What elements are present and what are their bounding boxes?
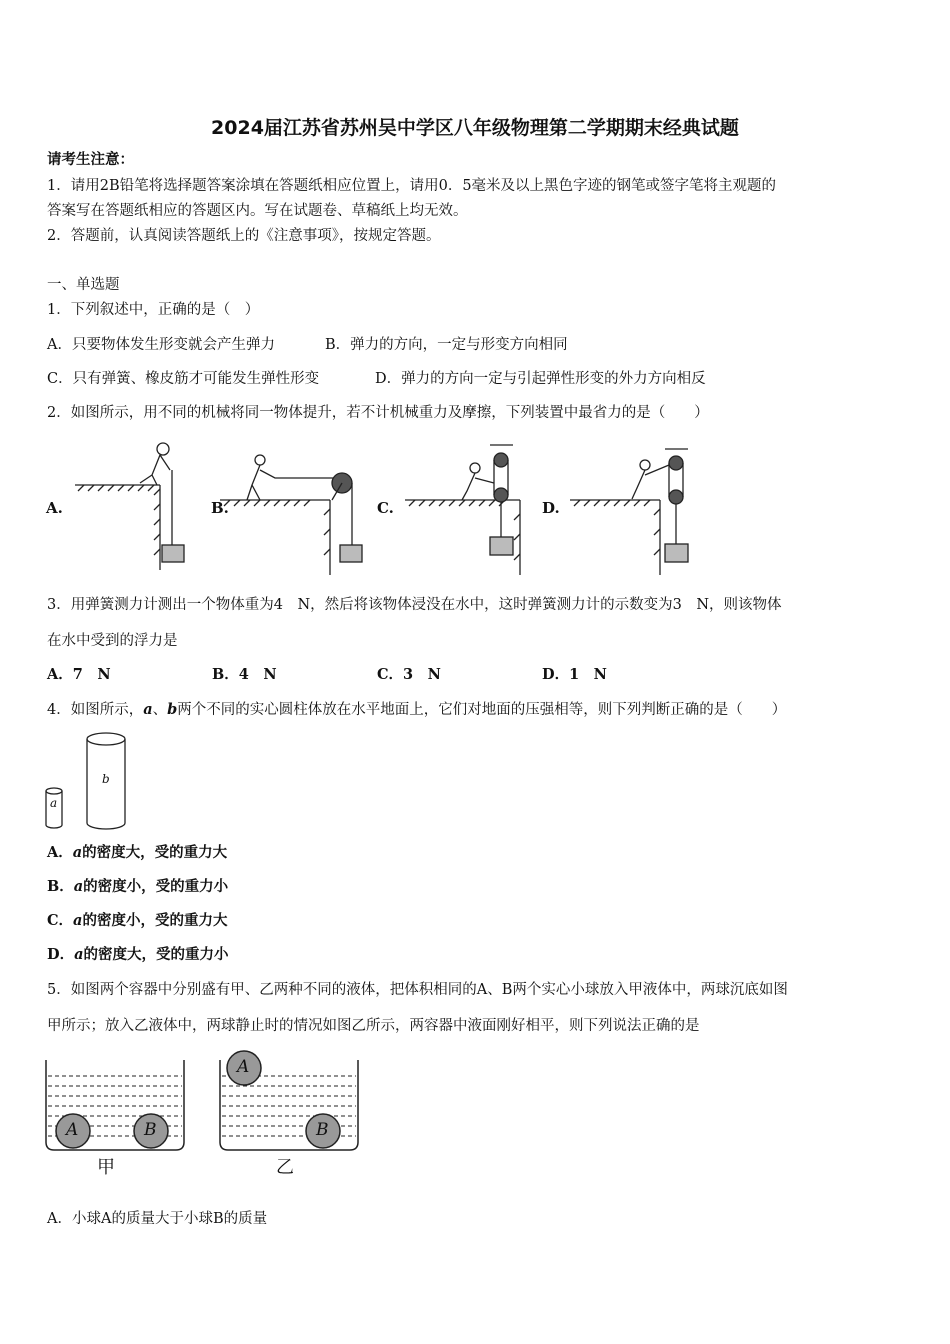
notice-item-1: 1．请用2B铅笔将选择题答案涂填在答题纸相应位置上，请用0．5毫米及以上黑色字迹的钢笔或签字笔将主观题的 (47, 178, 777, 194)
q4-cylinders-figure (40, 730, 140, 835)
caption-yi: 乙 (276, 1157, 294, 1178)
q1-option-b: B．弹力的方向，一定与形变方向相同 (325, 337, 568, 353)
q2-stem: 2．如图所示，用不同的机械将同一物体提升，若不计机械重力及摩擦，下列装置中最省力的是（ ） (47, 405, 709, 421)
q2-figures (60, 435, 710, 575)
ball-b-label: B (144, 1120, 157, 1140)
page-title: 2024届江苏省苏州吴中学区八年级物理第二学期期末经典试题 (211, 117, 739, 139)
q5-option-a: A．小球A的质量大于小球B的质量 (47, 1211, 268, 1227)
ball-a-label-2: A (237, 1057, 250, 1077)
notice-item-2: 2．答题前，认真阅读答题纸上的《注意事项》，按规定答题。 (47, 228, 441, 244)
q2-label-a: A. (46, 499, 63, 517)
figure-c (405, 445, 520, 575)
q5-stem-cont: 甲所示；放入乙液体中，两球静止时的情况如图乙所示，两容器中液面刚好相平，则下列说法正确的是 (47, 1018, 700, 1034)
cylinder-b-label: b (102, 772, 110, 786)
q4-option-b: B．a的密度小，受的重力小 (47, 878, 229, 895)
q2-label-d: D. (542, 499, 560, 517)
q3-stem-cont: 在水中受到的浮力是 (47, 633, 178, 649)
q1-option-a: A．只要物体发生形变就会产生弹力 (47, 337, 275, 353)
notice-heading: 请考生注意： (47, 151, 134, 168)
q3-stem: 3．用弹簧测力计测出一个物体重为4 N，然后将该物体浸没在水中，这时弹簧测力计的示数变为3 N，则该物体 (47, 597, 782, 613)
q4-option-c: C．a的密度小，受的重力大 (47, 912, 228, 929)
q1-option-d: D．弹力的方向一定与引起弹性形变的外力方向相反 (375, 371, 706, 387)
q3-option-a: A．7 N (47, 666, 111, 683)
q1-option-c: C．只有弹簧、橡皮筋才可能发生弹性形变 (47, 371, 320, 387)
q3-option-c: C．3 N (377, 666, 441, 683)
figure-a (75, 443, 184, 570)
q5-containers-figure (40, 1048, 360, 1158)
q2-label-c: C. (377, 499, 394, 517)
q3-option-d: D．1 N (542, 666, 607, 683)
q4-option-d: D．a的密度大，受的重力小 (47, 946, 229, 963)
caption-jia: 甲 (97, 1157, 115, 1178)
q4-option-a: A．a的密度大，受的重力大 (47, 844, 228, 861)
ball-b-label-2: B (316, 1120, 329, 1140)
q2-label-b: B. (211, 499, 229, 517)
figure-d (570, 449, 688, 575)
cylinder-a-label: a (50, 796, 58, 810)
q5-stem: 5．如图两个容器中分别盛有甲、乙两种不同的液体，把体积相同的A、B两个实心小球放入甲液体中，两球沉底如图 (47, 982, 788, 998)
notice-item-1-cont: 答案写在答题纸相应的答题区内。写在试题卷、草稿纸上均无效。 (47, 203, 468, 219)
section-heading: 一、单选题 (47, 277, 120, 293)
q3-option-b: B．4 N (212, 666, 277, 683)
q1-stem: 1．下列叙述中，正确的是（ ） (47, 302, 260, 318)
ball-a-label: A (66, 1120, 79, 1140)
q4-stem: 4．如图所示，a、b两个不同的实心圆柱体放在水平地面上，它们对地面的压强相等，则下列判断正确的是（ ） (47, 701, 787, 718)
figure-b (220, 455, 362, 575)
